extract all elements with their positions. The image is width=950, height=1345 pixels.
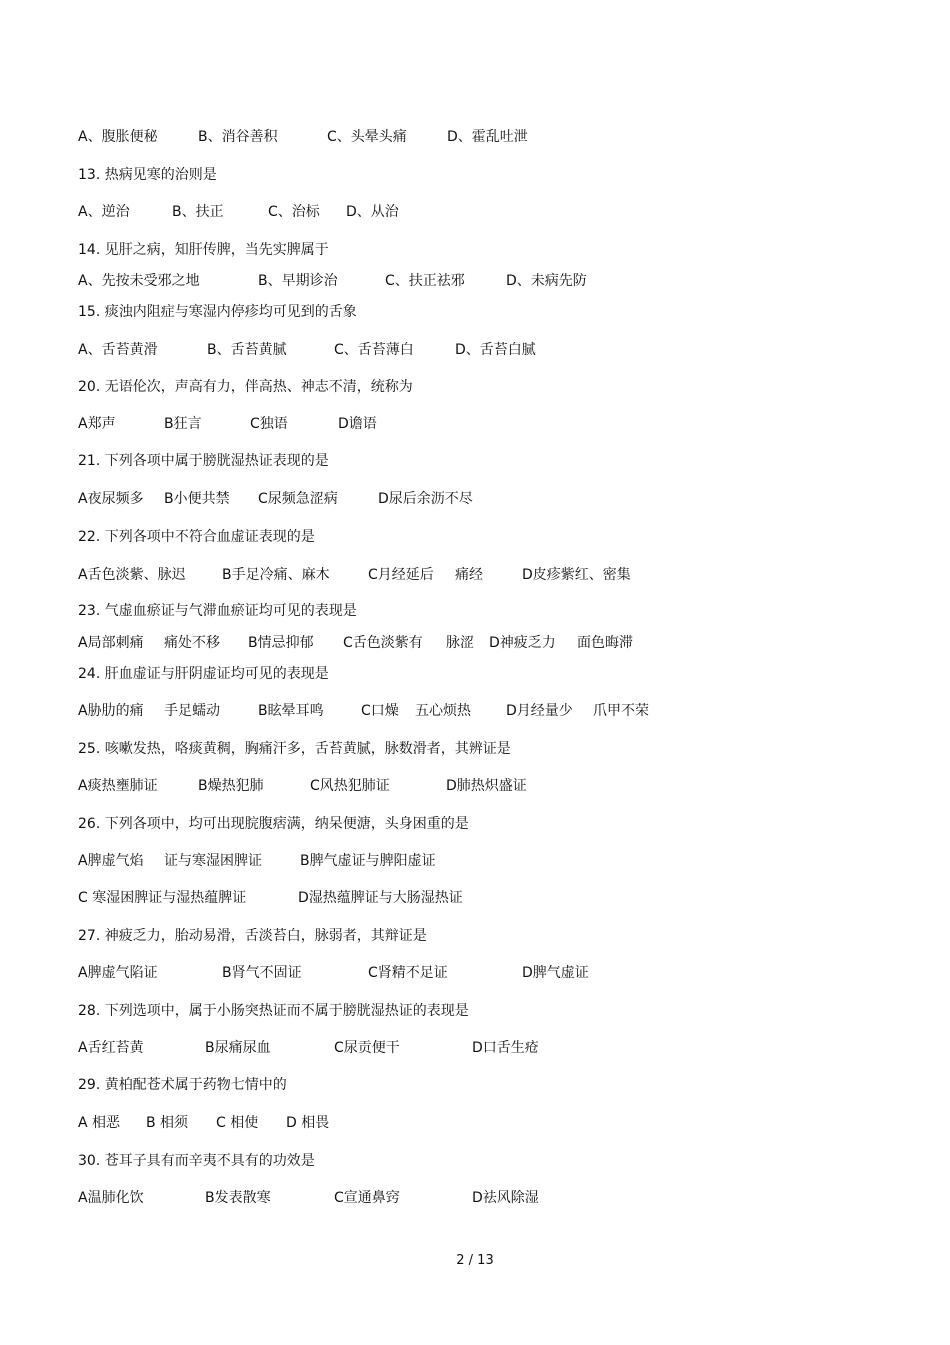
- option-text: A、腹胀便秘: [78, 129, 158, 145]
- option-text: D神疲乏力: [489, 635, 556, 651]
- option-text: C肾精不足证: [368, 965, 448, 981]
- question-22: [0, 527, 950, 547]
- question-text: 22. 下列各项中不符合血虚证表现的是: [78, 529, 315, 545]
- option-text: B尿痛尿血: [205, 1040, 271, 1056]
- option-text: C、头晕头痛: [327, 129, 407, 145]
- option-text: 面色晦滞: [577, 635, 633, 651]
- options-row: [0, 202, 950, 222]
- option-text: 爪甲不荣: [593, 703, 649, 719]
- options-row: [0, 565, 950, 585]
- question-text: 21. 下列各项中属于膀胱湿热证表现的是: [78, 453, 329, 469]
- option-text: B 相须: [146, 1115, 189, 1131]
- question-20: [0, 377, 950, 397]
- option-text: 手足蠕动: [164, 703, 220, 719]
- options-row: [0, 963, 950, 983]
- question-text: 26. 下列各项中，均可出现脘腹痞满，纳呆便溏，头身困重的是: [78, 816, 469, 832]
- options-row: [0, 414, 950, 434]
- option-text: A脾虚气焰: [78, 853, 144, 869]
- option-text: D湿热蕴脾证与大肠湿热证: [298, 890, 463, 906]
- question-30: [0, 1151, 950, 1171]
- option-text: B手足冷痛、麻木: [222, 567, 330, 583]
- option-text: B发表散寒: [205, 1190, 271, 1206]
- option-text: D肺热炽盛证: [446, 778, 527, 794]
- question-26: [0, 814, 950, 834]
- options-row: [0, 701, 950, 721]
- option-text: B情忌抑郁: [248, 635, 314, 651]
- options-row: [0, 888, 950, 908]
- question-text: 20. 无语伦次，声高有力，伴高热、神志不清，统称为: [78, 379, 413, 395]
- question-text: 27. 神疲乏力，胎动易滑，舌淡苔白，脉弱者，其辩证是: [78, 928, 427, 944]
- option-text: B肾气不固证: [222, 965, 302, 981]
- question-text: 29. 黄柏配苍术属于药物七情中的: [78, 1077, 287, 1093]
- question-14: [0, 240, 950, 260]
- question-25: [0, 739, 950, 759]
- option-text: D、从治: [346, 204, 399, 220]
- options-row: [0, 851, 950, 871]
- option-text: B、消谷善积: [198, 129, 278, 145]
- option-text: D谵语: [338, 416, 377, 432]
- question-21: [0, 451, 950, 471]
- question-28: [0, 1001, 950, 1021]
- options-row: [0, 1188, 950, 1208]
- option-text: D脾气虚证: [522, 965, 589, 981]
- option-text: B脾气虚证与脾阳虚证: [300, 853, 436, 869]
- option-text: D口舌生疮: [472, 1040, 539, 1056]
- option-text: D、舌苔白腻: [455, 342, 536, 358]
- option-text: A、舌苔黄滑: [78, 342, 158, 358]
- option-text: 痛处不移: [164, 635, 220, 651]
- option-text: C舌色淡紫有: [343, 635, 423, 651]
- options-row: [0, 271, 950, 291]
- option-text: B小便共禁: [164, 491, 230, 507]
- option-text: 痛经: [455, 567, 483, 583]
- question-text: 23. 气虚血瘀证与气滞血瘀证均可见的表现是: [78, 603, 357, 619]
- question-29: [0, 1075, 950, 1095]
- option-text: C月经延后: [368, 567, 434, 583]
- question-text: 24. 肝血虚证与肝阴虚证均可见的表现是: [78, 666, 329, 682]
- options-row: [0, 1038, 950, 1058]
- option-text: D、未病先防: [506, 273, 587, 289]
- page-number: 2 / 13: [456, 1253, 494, 1268]
- option-text: A胁肋的痛: [78, 703, 144, 719]
- option-text: B燥热犯肺: [198, 778, 264, 794]
- question-text: 15. 痰浊内阻症与寒湿内停疹均可见到的舌象: [78, 304, 357, 320]
- option-text: D、霍乱吐泄: [447, 129, 528, 145]
- option-text: B、舌苔黄腻: [207, 342, 287, 358]
- options-row: [0, 1113, 950, 1133]
- options-row: [0, 340, 950, 360]
- question-text: 25. 咳嗽发热，咯痰黄稠，胸痛汗多，舌苔黄腻，脉数滑者，其辨证是: [78, 741, 511, 757]
- options-row: [0, 127, 950, 147]
- question-24: [0, 664, 950, 684]
- question-15: [0, 302, 950, 322]
- option-text: A温肺化饮: [78, 1190, 144, 1206]
- question-text: 28. 下列选项中，属于小肠突热证而不属于膀胱湿热证的表现是: [78, 1003, 469, 1019]
- option-text: C 寒湿困脾证与湿热蕴脾证: [78, 890, 247, 906]
- option-text: A 相恶: [78, 1115, 121, 1131]
- options-row: [0, 489, 950, 509]
- option-text: 五心烦热: [415, 703, 471, 719]
- option-text: B、早期诊治: [258, 273, 338, 289]
- option-text: D尿后余沥不尽: [378, 491, 473, 507]
- option-text: A痰热壅肺证: [78, 778, 158, 794]
- option-text: C 相使: [216, 1115, 259, 1131]
- question-text: 13. 热病见寒的治则是: [78, 167, 217, 183]
- option-text: D月经量少: [506, 703, 573, 719]
- question-13: [0, 165, 950, 185]
- option-text: A局部刺痛: [78, 635, 144, 651]
- option-text: B狂言: [164, 416, 202, 432]
- question-27: [0, 926, 950, 946]
- question-text: 30. 苍耳子具有而辛夷不具有的功效是: [78, 1153, 315, 1169]
- option-text: A舌色淡紫、脉迟: [78, 567, 186, 583]
- option-text: C风热犯肺证: [310, 778, 390, 794]
- option-text: D皮疹紫红、密集: [522, 567, 631, 583]
- option-text: B眩晕耳鸣: [258, 703, 324, 719]
- option-text: C、扶正祛邪: [385, 273, 465, 289]
- option-text: B、扶正: [172, 204, 224, 220]
- options-row: [0, 633, 950, 653]
- options-row: [0, 776, 950, 796]
- option-text: C、治标: [268, 204, 320, 220]
- option-text: A郑声: [78, 416, 116, 432]
- option-text: A舌红苔黄: [78, 1040, 144, 1056]
- option-text: C宣通鼻窍: [334, 1190, 400, 1206]
- option-text: A夜尿频多: [78, 491, 144, 507]
- option-text: C独语: [250, 416, 288, 432]
- option-text: C、舌苔薄白: [334, 342, 414, 358]
- option-text: 脉涩: [446, 635, 474, 651]
- option-text: C尿贡便干: [334, 1040, 400, 1056]
- option-text: A、逆治: [78, 204, 130, 220]
- option-text: A脾虚气陷证: [78, 965, 158, 981]
- option-text: D祛风除湿: [472, 1190, 539, 1206]
- question-23: [0, 601, 950, 621]
- option-text: D 相畏: [286, 1115, 330, 1131]
- option-text: C口燥: [361, 703, 399, 719]
- question-text: 14. 见肝之病，知肝传脾，当先实脾属于: [78, 242, 329, 258]
- option-text: A、先按未受邪之地: [78, 273, 200, 289]
- option-text: C尿频急涩病: [258, 491, 338, 507]
- option-text: 证与寒湿困脾证: [164, 853, 262, 869]
